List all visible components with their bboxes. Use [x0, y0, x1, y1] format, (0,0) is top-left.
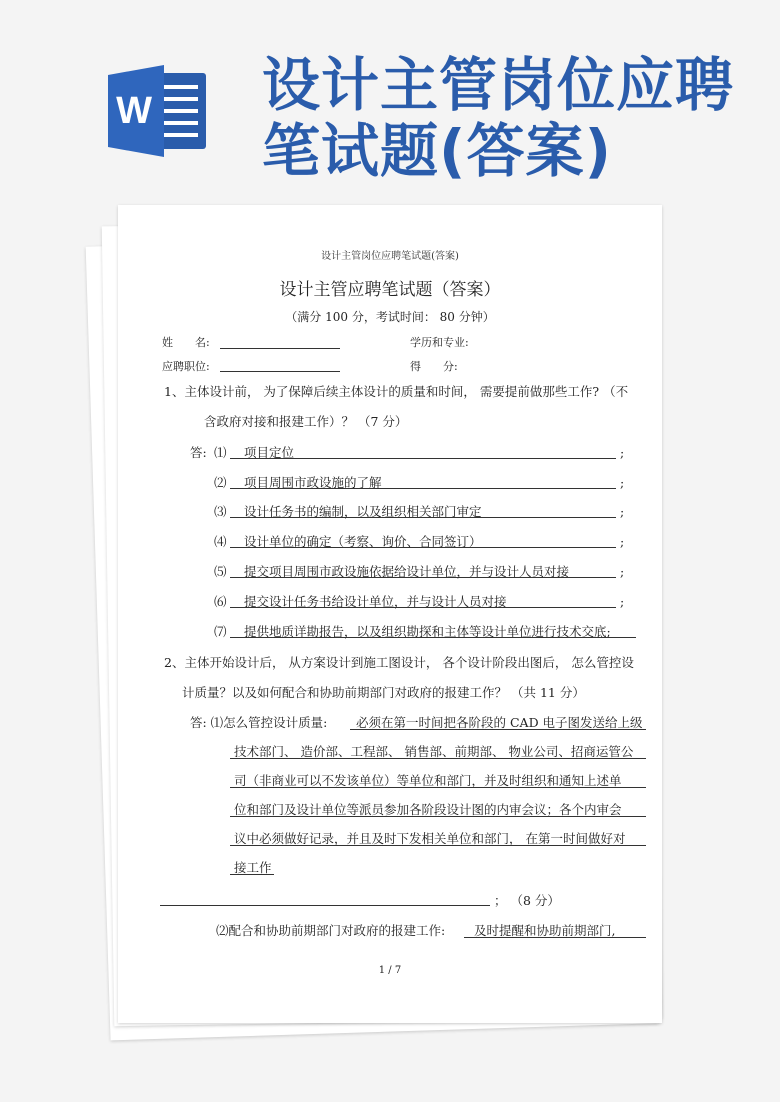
- answer-item-num: ⑷: [214, 534, 227, 549]
- answer-underline: [230, 874, 274, 875]
- answer-item-tail: ;: [620, 504, 625, 519]
- answer-underline: [230, 547, 616, 548]
- question-2-line2: 计质量？以及如何配合和协助前期部门对政府的报建工作？ （共 11 分）: [182, 685, 585, 700]
- page-number: 1 / 7: [378, 965, 402, 976]
- answer-item-num: ⑹: [214, 594, 227, 609]
- answer-item-text: 项目周围市政设施的了解: [244, 475, 382, 490]
- answer-underline: [230, 458, 616, 459]
- svg-text:W: W: [116, 90, 152, 132]
- answer-blank-line: [160, 905, 490, 906]
- education-label: 学历和专业:: [410, 336, 469, 349]
- question-2-line1: 2、主体开始设计后， 从方案设计到施工图设计， 各个设计阶段出图后， 怎么管控设: [164, 655, 634, 670]
- answer-item-tail: ;: [620, 594, 625, 609]
- answer-2-1-line: 接工作: [234, 860, 272, 875]
- banner-title-line1: 设计主管岗位应聘: [262, 51, 735, 119]
- answer-item-num: ⑸: [214, 564, 227, 579]
- answer-item-num: ⑶: [214, 504, 227, 519]
- banner-title: [262, 52, 734, 184]
- answer-underline: [230, 637, 636, 638]
- answer-2-1-line: 议中必须做好记录，并且及时下发相关单位和部门， 在第一时间做好对: [234, 831, 626, 846]
- answer-2-1-prefix: 答: ⑴怎么管控设计质量:: [190, 715, 328, 730]
- position-blank: [220, 371, 340, 372]
- answer-2-1-line: 位和部门及设计单位等派员参加各阶段设计图的内审会议；各个内审会: [234, 802, 622, 817]
- answer-item-text: 设计任务书的编制，以及组织相关部门审定: [244, 504, 482, 519]
- answer-item-tail: ;: [620, 534, 625, 549]
- answer-item-tail: ;: [620, 475, 625, 490]
- answer-item-text: 项目定位: [244, 445, 295, 460]
- position-label: 应聘职位:: [162, 360, 210, 373]
- answer-2-1-line: 司（非商业可以不发该单位）等单位和部门，并及时组织和通知上述单: [234, 773, 622, 788]
- word-document-icon: [108, 65, 208, 157]
- answer-underline: [230, 607, 616, 608]
- banner-title-line2: 笔试题(答案): [262, 117, 613, 185]
- answer-item-num: ⑵: [214, 475, 227, 490]
- answer-item-tail: ;: [620, 445, 625, 460]
- answer-item-tail: ;: [620, 564, 625, 579]
- name-blank: [220, 348, 340, 349]
- question-1-line1: 1、主体设计前， 为了保障后续主体设计的质量和时间， 需要提前做那些工作? （不: [164, 384, 629, 399]
- answer-underline: [230, 816, 646, 817]
- question-1-line2: 含政府对接和报建工作）？ （7 分）: [204, 414, 408, 429]
- answer-underline: [230, 845, 646, 846]
- answer-2-2-label: ⑵配合和协助前期部门对政府的报建工作:: [216, 923, 446, 938]
- answer-item-text: 提交设计任务书给设计单位，并与设计人员对接: [244, 594, 507, 609]
- answer-1-prefix: 答:: [190, 445, 207, 460]
- exam-info: （满分 100 分，考试时间： 80 分钟）: [285, 310, 495, 324]
- answer-item-num: ⑺: [214, 624, 227, 639]
- answer-item-text: 设计单位的确定（考察、询价、合同签订）: [244, 534, 482, 549]
- score-label: 得 分:: [410, 360, 458, 373]
- answer-underline: [230, 488, 616, 489]
- answer-underline: [230, 758, 646, 759]
- document-page: [118, 205, 662, 1023]
- answer-2-1-score: ； （8 分）: [494, 893, 560, 908]
- answer-underline: [230, 577, 616, 578]
- answer-2-1-line: 必须在第一时间把各阶段的 CAD 电子图发送给上级: [356, 715, 643, 730]
- name-label: 姓 名:: [162, 336, 210, 349]
- answer-underline: [230, 517, 616, 518]
- answer-underline: [464, 937, 646, 938]
- answer-item-num: ⑴: [214, 445, 227, 460]
- answer-item-text: 提交项目周围市政设施依据给设计单位，并与设计人员对接: [244, 564, 570, 579]
- running-header: 设计主管岗位应聘笔试题(答案): [321, 251, 459, 262]
- answer-underline: [350, 729, 646, 730]
- answer-2-2-text: 及时提醒和协助前期部门,: [474, 923, 616, 938]
- answer-underline: [230, 787, 646, 788]
- answer-item-text: 提供地质详勘报告，以及组织勘探和主体等设计单位进行技术交底;: [244, 624, 611, 639]
- document-title: 设计主管应聘笔试题（答案）: [279, 280, 501, 300]
- answer-2-1-line: 技术部门、 造价部、工程部、 销售部、前期部、 物业公司、招商运管公: [234, 744, 634, 759]
